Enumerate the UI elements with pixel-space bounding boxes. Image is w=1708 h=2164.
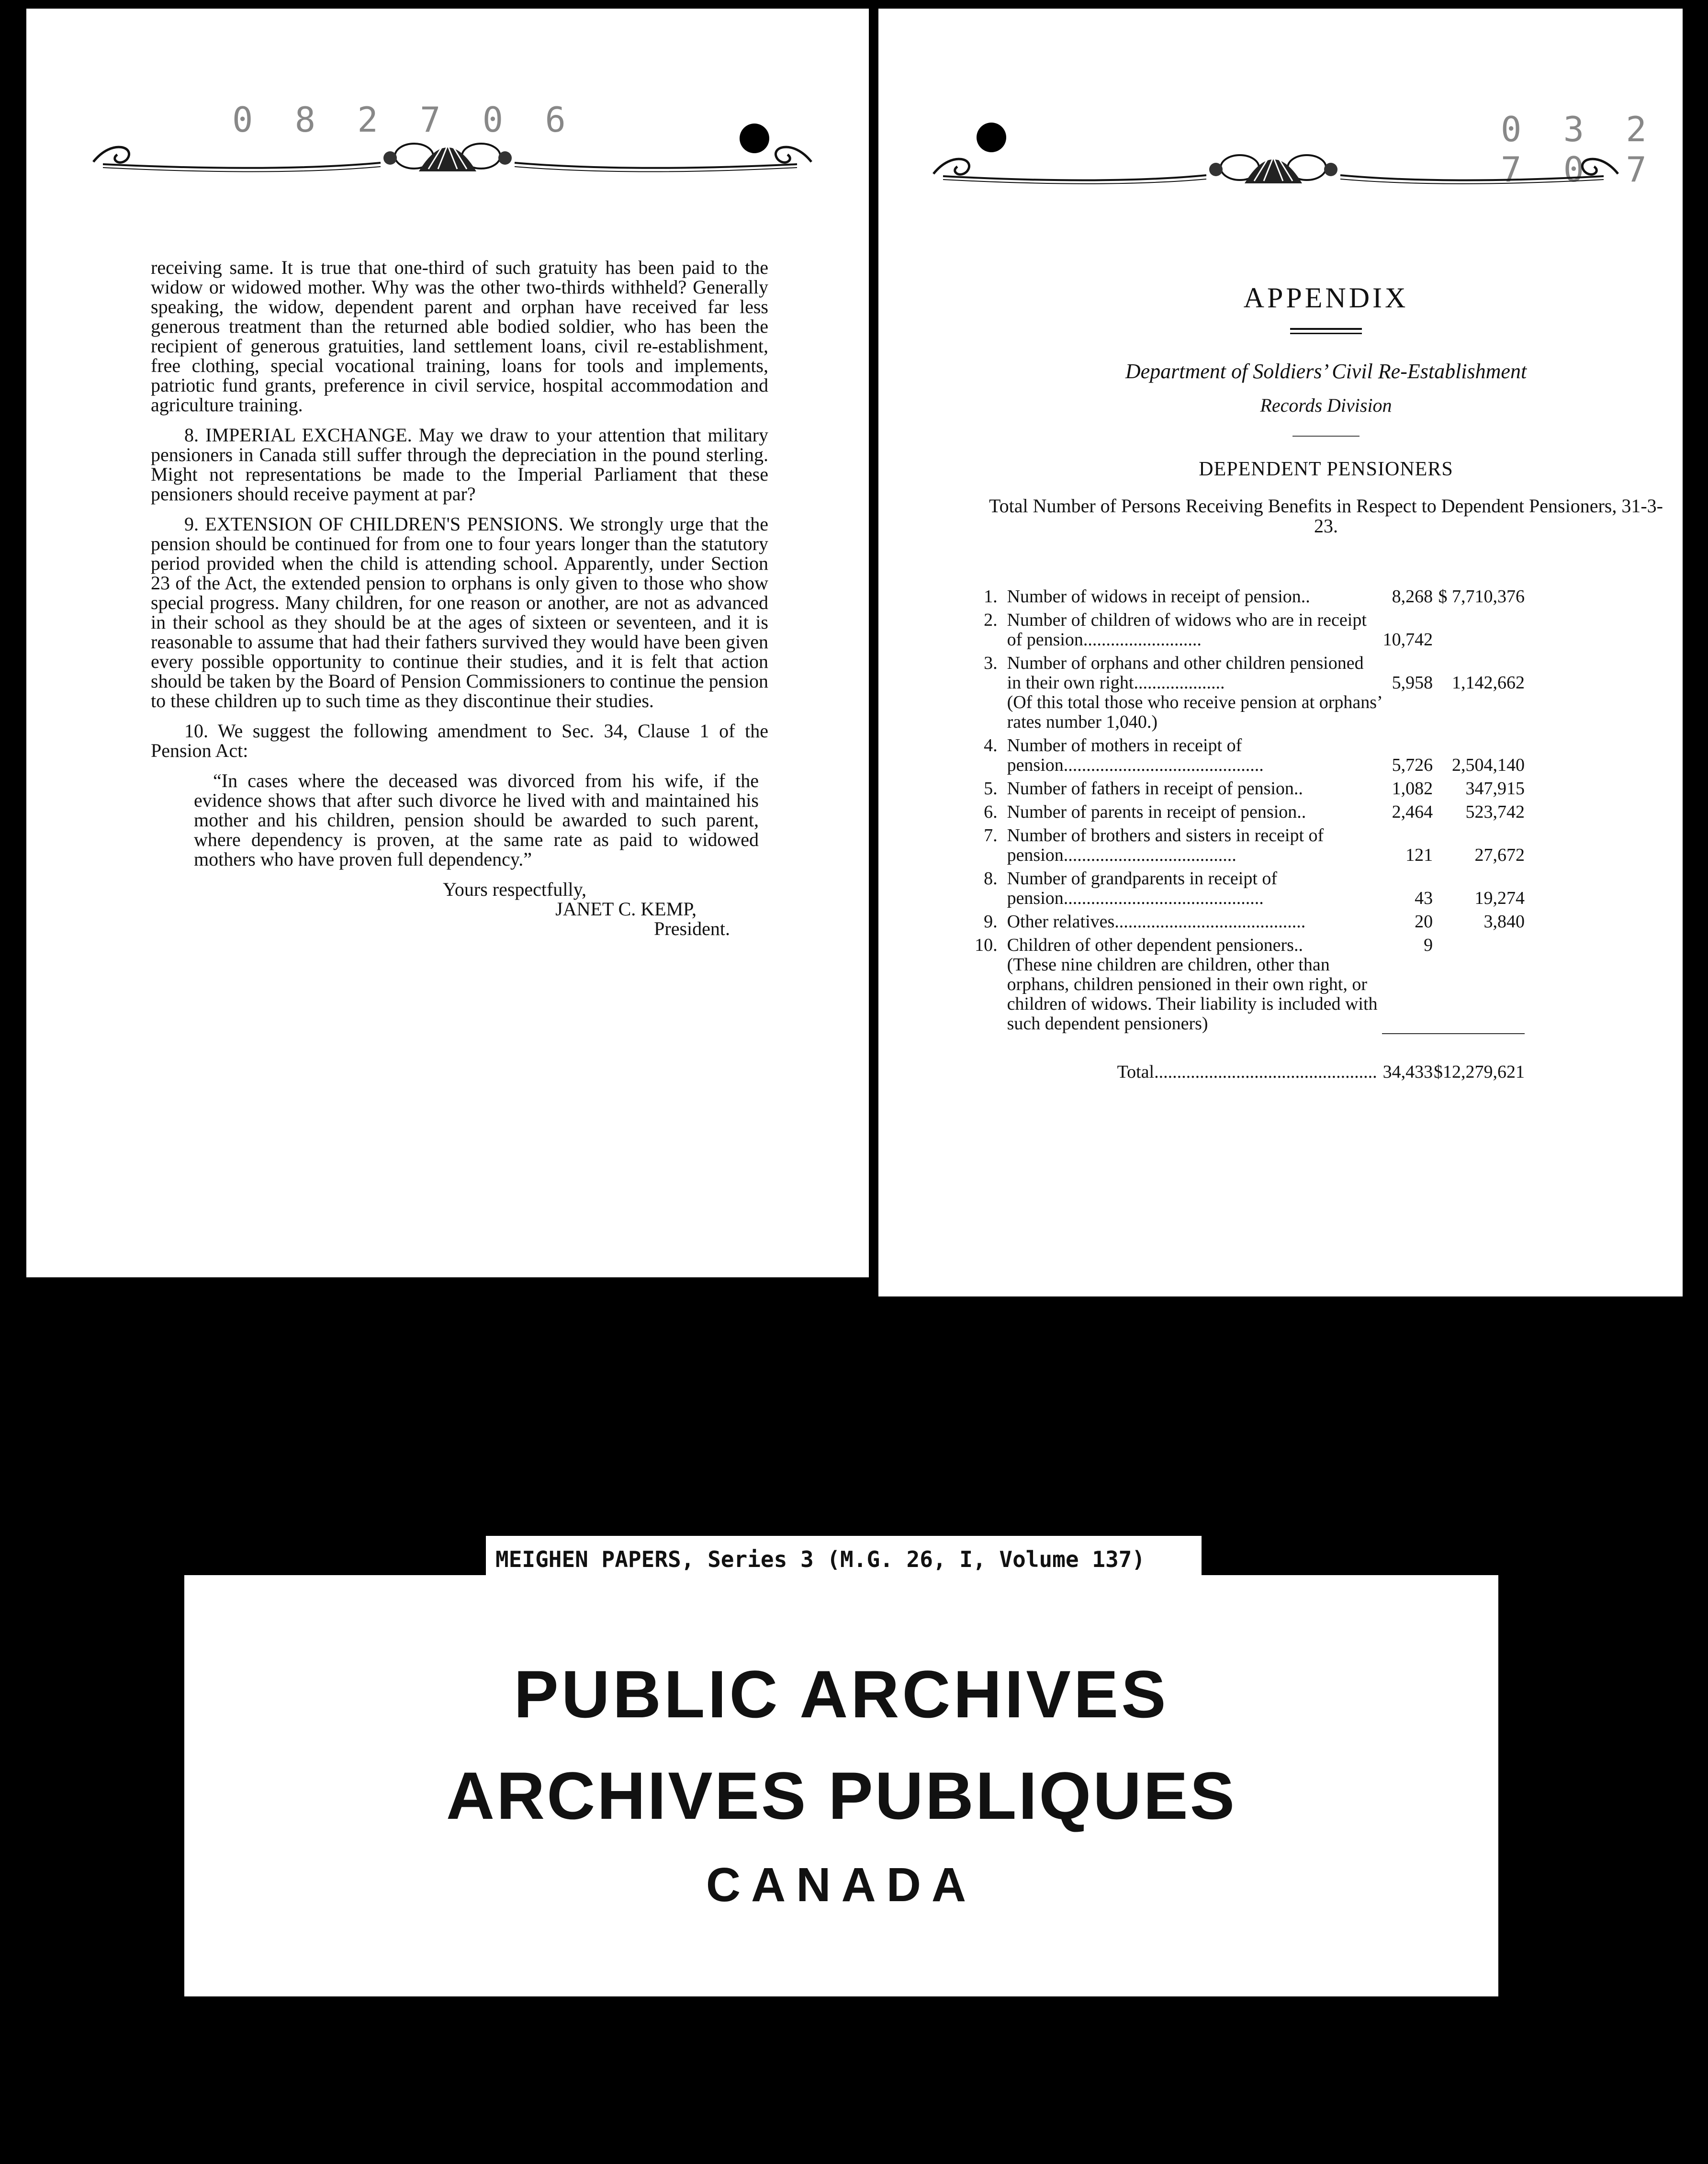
- row-amount: $ 7,710,376: [1438, 586, 1525, 607]
- row-number: 5.: [984, 778, 998, 799]
- appendix-header: [981, 282, 1671, 536]
- collection-reference: MEIGHEN PAPERS, Series 3 (M.G. 26, I, Volume 137): [495, 1546, 1146, 1572]
- row-count: 43: [1415, 888, 1433, 908]
- row-description: Number of brothers and sisters in receipt of pension......................................: [1007, 825, 1324, 865]
- ornament-scroll-icon: [924, 128, 1628, 200]
- ornament-scroll-icon: [84, 119, 821, 191]
- total-count: 34,433: [1382, 1062, 1433, 1082]
- row-number: 3.: [984, 653, 998, 673]
- row-description: Children of other dependent pensioners..: [1007, 935, 1303, 955]
- table-row: [974, 932, 1525, 955]
- table-row: [974, 865, 1525, 908]
- row-count: 1,082: [1392, 778, 1433, 799]
- archive-stamp-number: 0 3 2 7 0 7: [1501, 109, 1657, 190]
- signer-title: President.: [654, 918, 730, 939]
- row-description: Other relatives..........................................: [1007, 912, 1306, 932]
- row-count: 20: [1415, 912, 1433, 932]
- row-count: 121: [1405, 845, 1433, 865]
- letter-body: [151, 258, 768, 938]
- row-description: Number of widows in receipt of pension..: [1007, 586, 1310, 607]
- row-number: 1.: [984, 586, 998, 607]
- table-intro: Total Number of Persons Receiving Benefits in Respect to Dependent Pensioners, 31-3-23.: [989, 495, 1663, 537]
- row-count: 8,268: [1392, 586, 1433, 607]
- table-row: [974, 775, 1525, 799]
- row-description: Number of grandparents in receipt of pension............................................: [1007, 868, 1278, 908]
- right-page: [878, 9, 1683, 1296]
- paragraph-childrens-pensions: 9. EXTENSION OF CHILDREN'S PENSIONS. We strongly urge that the pension should be continued for from one to four years longer than the statutory period provided when the child is attending school. Apparently, under Section 23 of the Act, the extended pension to orphans is only given to those who show special progress. Many children, for one reason or another, are not as advanced in their school as they should be at the ages of sixteen or seventeen, and it is reasonable to assume that had their fathers survived they would have been given every possible opportunity to continue their studies, and it is felt that action should be taken by the Board of Pension Commissioners to continue the pension to these children up to such time as they discontinue their studies.: [151, 513, 768, 711]
- row-amount: [1433, 932, 1525, 955]
- table-spacer: [974, 1034, 1525, 1062]
- signer-name: JANET C. KEMP,: [555, 898, 697, 920]
- row-number: 10.: [975, 935, 998, 955]
- row-amount: [1433, 607, 1525, 650]
- row-description: Number of parents in receipt of pension..: [1007, 802, 1306, 822]
- total-amount-rule: [1433, 1034, 1525, 1062]
- table-row: [974, 799, 1525, 822]
- row-amount: 3,840: [1483, 912, 1525, 932]
- table-row: [974, 822, 1525, 865]
- pensioners-table: [974, 583, 1525, 1082]
- table-row: [974, 607, 1525, 650]
- row-count: 2,464: [1392, 802, 1433, 822]
- total-num-blank: [974, 1062, 1007, 1082]
- spacer-cell: [974, 1034, 1007, 1062]
- department-name: Department of Soldiers’ Civil Re-Establishment: [1125, 360, 1527, 383]
- row-note: (Of this total those who receive pension at orphans’ rates number 1,040.): [1007, 692, 1382, 732]
- row-count: 9: [1424, 935, 1433, 955]
- valediction: Yours respectfully,: [443, 879, 586, 900]
- row-description: Number of children of widows who are in receipt of pension..........................: [1007, 610, 1367, 650]
- table-row: [974, 650, 1525, 693]
- table-row: [974, 583, 1525, 607]
- division-name: Records Division: [1260, 394, 1392, 416]
- row-number: 8.: [984, 868, 998, 889]
- total-count-rule: [1382, 1034, 1433, 1062]
- row-number: 9.: [984, 912, 998, 932]
- paragraph-gratuity: receiving same. It is true that one-third of such gratuity has been paid to the widow or widowed mother. Why was the other two-thirds withheld? Generally speaking, the widow, dependent parent and orphan have received far less generous treatment than the returned able bodied soldier, who has been the recipient of generous gratuities, land settlement loans, civil re-establishment, free clothing, special vocational training, loans for tools and implements, patriotic fund grants, preference in civil service, hospital accommodation and agriculture training.: [151, 257, 768, 416]
- row-number-blank: [974, 693, 1007, 732]
- row-amount: 19,274: [1474, 888, 1525, 908]
- paragraph-imperial-exchange: 8. IMPERIAL EXCHANGE. May we draw to your attention that military pensioners in Canada still suffer through the depreciation in the pound sterling. Might not representations be made to the Imperial Parliament that these pensioners should receive payment at par?: [151, 424, 768, 505]
- row-number: 7.: [984, 825, 998, 845]
- archives-line-english: PUBLIC ARCHIVES: [514, 1657, 1169, 1732]
- double-rule-divider: [1290, 328, 1362, 334]
- section-heading: DEPENDENT PENSIONERS: [1199, 458, 1453, 480]
- row-count: 5,726: [1392, 755, 1433, 775]
- row-note: (These nine children are children, other than orphans, children pensioned in their own right, or children of widows. Their liability is included with such dependent pensioners): [1007, 955, 1378, 1034]
- row-amount: 347,915: [1465, 778, 1525, 799]
- row-note-blank: [1382, 955, 1433, 1034]
- archives-card: [184, 1575, 1498, 1996]
- row-description: Number of orphans and other children pensioned in their own right....................: [1007, 653, 1364, 693]
- rule-divider: [1292, 436, 1360, 437]
- spacer-cell: [1007, 1034, 1382, 1062]
- row-amount: 27,672: [1474, 845, 1525, 865]
- row-description: Number of mothers in receipt of pension............................................: [1007, 735, 1264, 775]
- row-number: 2.: [984, 610, 998, 630]
- archives-line-french: ARCHIVES PUBLIQUES: [446, 1758, 1237, 1833]
- row-amount: 523,742: [1465, 802, 1525, 822]
- row-note-blank: [1433, 955, 1525, 1034]
- paragraph-amendment: 10. We suggest the following amendment to Sec. 34, Clause 1 of the Pension Act:: [151, 720, 768, 761]
- table-row-note: [974, 693, 1525, 732]
- row-amount: 1,142,662: [1452, 673, 1525, 693]
- left-page: [26, 9, 869, 1277]
- archives-line-country: CANADA: [706, 1858, 977, 1912]
- total-label: Total.................................................: [1117, 1062, 1377, 1082]
- table-row: [974, 732, 1525, 775]
- quoted-amendment: “In cases where the deceased was divorced from his wife, if the evidence shows that after such divorce he lived with and maintained his mother and his children, pension should be awarded to such parent, where dependency is proven, at the same rate as paid to widowed mothers who have proven full dependency.”: [194, 770, 759, 870]
- appendix-title: APPENDIX: [1243, 282, 1409, 314]
- table-row-note: [974, 955, 1525, 1034]
- table-total-row: [974, 1062, 1525, 1082]
- letter-closing: [151, 879, 768, 938]
- archive-stamp-number: 0 8 2 7 0 6: [232, 100, 576, 140]
- row-count: 5,958: [1392, 673, 1433, 693]
- row-number-blank: [974, 955, 1007, 1034]
- row-note-blank: [1382, 693, 1433, 732]
- total-amount: $12,279,621: [1434, 1062, 1525, 1082]
- row-description: Number of fathers in receipt of pension..: [1007, 778, 1303, 799]
- table-row: [974, 908, 1525, 932]
- row-number: 4.: [984, 735, 998, 755]
- row-amount: 2,504,140: [1452, 755, 1525, 775]
- row-number: 6.: [984, 802, 998, 822]
- row-count: 10,742: [1382, 630, 1433, 650]
- row-note-blank: [1433, 693, 1525, 732]
